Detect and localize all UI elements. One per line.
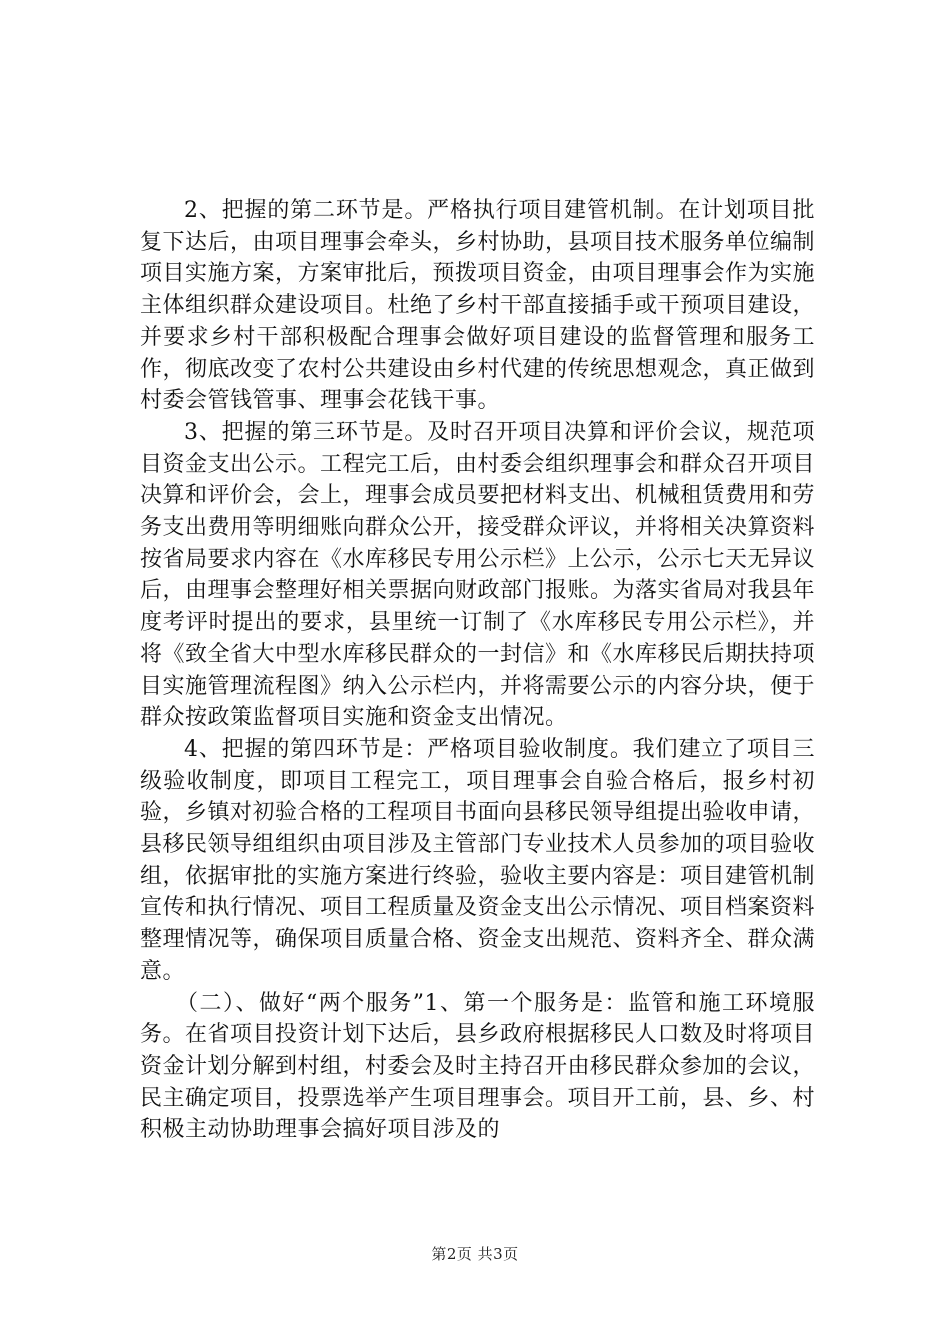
paragraph-fourth-link: 4、把握的第四环节是：严格项目验收制度。我们建立了项目三级验收制度，即项目工程完工，项目理事会自验合格后，报乡村初验，乡镇对初验合格的工程项目书面向县移民领导组提出验收申请，县移民领导组组织由项目涉及主管部门专业技术人员参加的项目验收组，依据审批的实施方案进行终验，验收主要内容是：项目建管机制宣传和执行情况、项目工程质量及资金支出公示情况、项目档案资料整理情况等，确保项目质量合格、资金支出规范、资料齐全、群众满意。 xyxy=(140,736,816,984)
page-number-footer: 第2页 共3页 xyxy=(431,1245,519,1263)
document-body xyxy=(140,195,815,1146)
paragraph-two-services: （二）、做好“两个服务”1、第一个服务是：监管和施工环境服务。在省项目投资计划下达后，县乡政府根据移民人口数及时将项目资金计划分解到村组，村委会及时主持召开由移民群众参加的会议，民主确定项目，投票选举产生项目理事会。项目开工前，县、乡、村积极主动协助理事会搞好项目涉及的 xyxy=(140,990,816,1143)
paragraph-second-link: 2、把握的第二环节是。严格执行项目建管机制。在计划项目批复下达后，由项目理事会牵头，乡村协助，县项目技术服务单位编制项目实施方案，方案审批后，预拨项目资金，由项目理事会作为实施主体组织群众建设项目。杜绝了乡村干部直接插手或干预项目建设，并要求乡村干部积极配合理事会做好项目建设的监督管理和服务工作，彻底改变了农村公共建设由乡村代建的传统思想观念，真正做到村委会管钱管事、理事会花钱干事。 xyxy=(140,198,816,414)
paragraph-third-link: 3、把握的第三环节是。及时召开项目决算和评价会议，规范项目资金支出公示。工程完工后，由村委会组织理事会和群众召开项目决算和评价会，会上，理事会成员要把材料支出、机械租赁费用和劳务支出费用等明细账向群众公开，接受群众评议，并将相关决算资料按省局要求内容在《水库移民专用公示栏》上公示，公示七天无异议后，由理事会整理好相关票据向财政部门报账。为落实省局对我县年度考评时提出的要求，县里统一订制了《水库移民专用公示栏》，并将《致全省大中型水库移民群众的一封信》和《水库移民后期扶持项目实施管理流程图》纳入公示栏内，并将需要公示的内容分块，便于群众按政策监督项目实施和资金支出情况。 xyxy=(140,419,816,731)
